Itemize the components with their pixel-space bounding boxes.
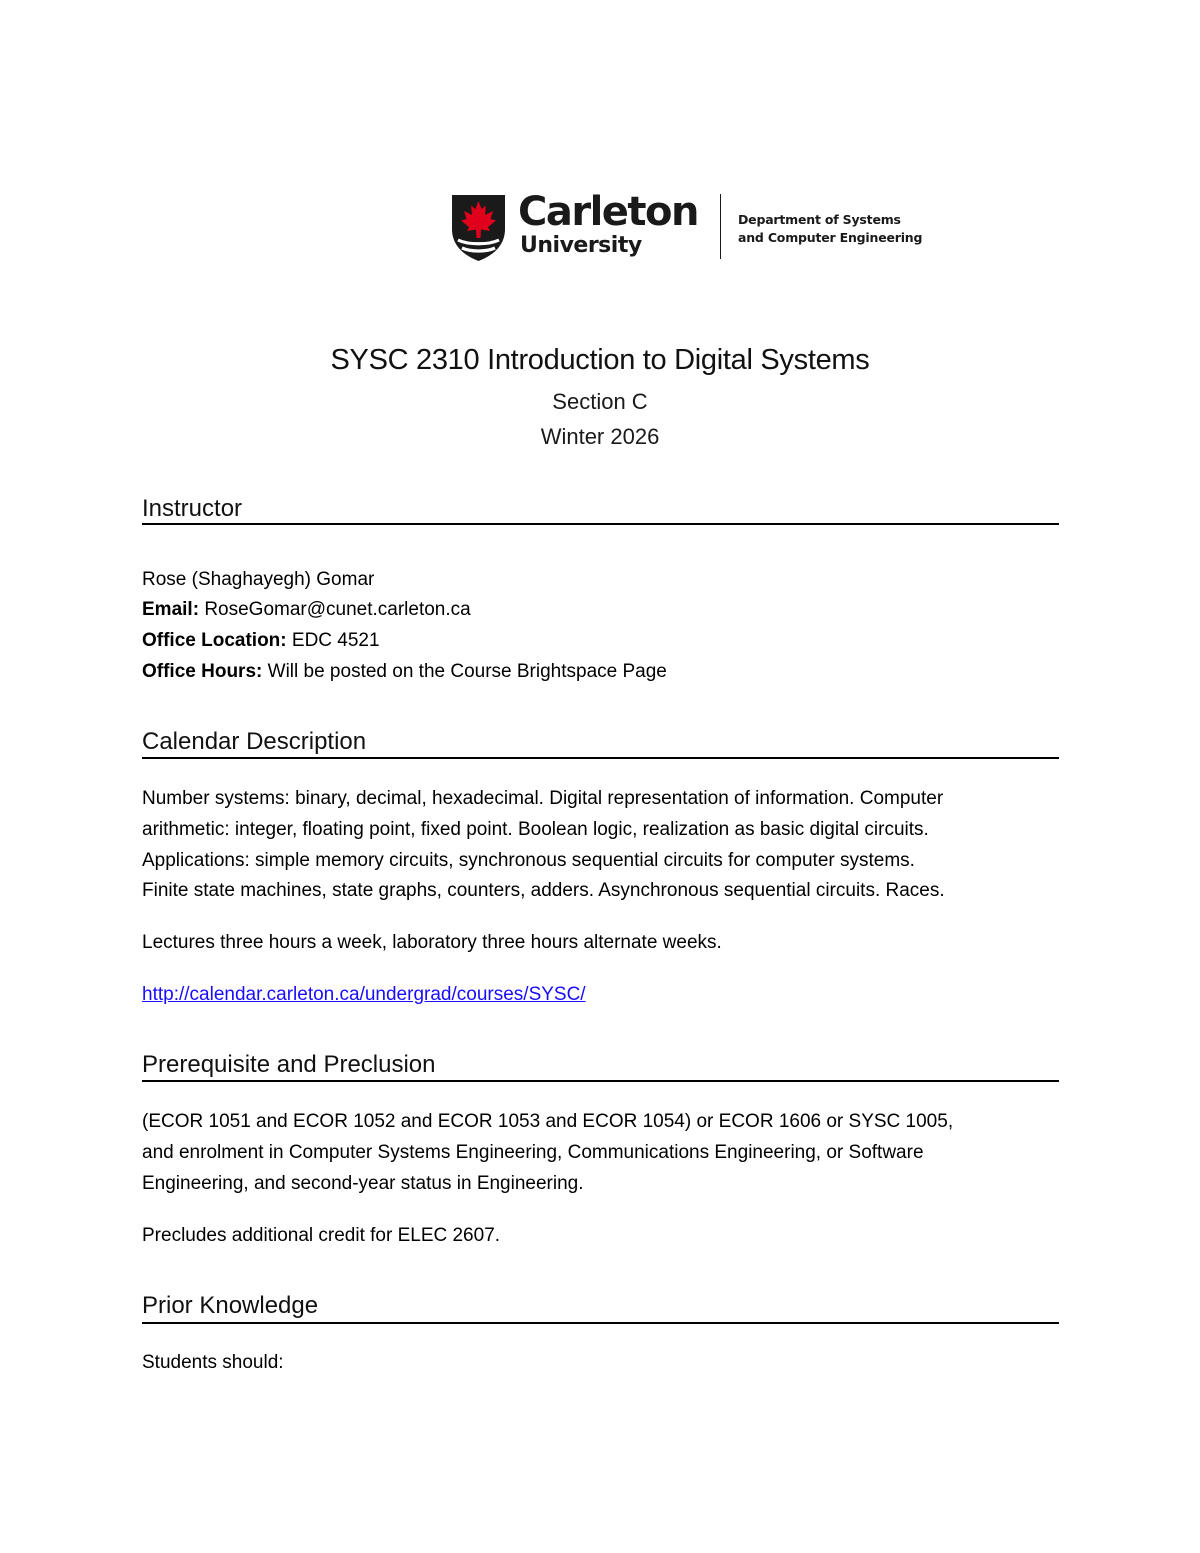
course-title: SYSC 2310 Introduction to Digital Systems [330, 344, 870, 376]
calendar-description-line: Applications: simple memory circuits, synchronous sequential circuits for computer systems. [142, 850, 915, 871]
logo-divider [720, 194, 721, 259]
prior-knowledge-intro: Students should: [142, 1352, 284, 1373]
instructor-heading: Instructor [142, 495, 243, 522]
section-divider [142, 1322, 1059, 1324]
prerequisite-line: Engineering, and second-year status in Engineering. [142, 1173, 584, 1194]
prior-knowledge-heading: Prior Knowledge [142, 1292, 319, 1319]
office-location: EDC 4521 [291, 630, 380, 651]
calendar-description-line: arithmetic: integer, floating point, fixed point. Boolean logic, realization as basic digital circuits. [142, 819, 929, 840]
office-hours-label: Office Hours: [142, 661, 263, 682]
university-wordmark-university: University [520, 233, 642, 258]
preclusion-note: Precludes additional credit for ELEC 2607. [142, 1225, 501, 1246]
calendar-description-line: Finite state machines, state graphs, counters, adders. Asynchronous sequential circuits. Races. [142, 880, 945, 901]
instructor-email-row [142, 598, 1059, 622]
university-wordmark-carleton: Carleton [518, 189, 698, 235]
office-hours-row [142, 660, 1059, 684]
office-hours: Will be posted on the Course Brightspace Page [267, 661, 667, 682]
department-line-2: and Computer Engineering [738, 230, 923, 245]
email-label: Email: [142, 599, 200, 620]
course-section: Section C [552, 389, 648, 414]
instructor-email[interactable]: RoseGomar@cunet.carleton.ca [204, 599, 471, 620]
prerequisite-line: and enrolment in Computer Systems Engineering, Communications Engineering, or Software [142, 1142, 924, 1163]
department-line-1: Department of Systems [738, 212, 901, 227]
section-divider [142, 757, 1059, 759]
calendar-link[interactable]: http://calendar.carleton.ca/undergrad/courses/SYSC/ [142, 984, 586, 1005]
instructor-name: Rose (Shaghayegh) Gomar [142, 569, 375, 590]
section-divider [142, 523, 1059, 525]
calendar-description-line: Number systems: binary, decimal, hexadecimal. Digital representation of information. Computer [142, 788, 944, 809]
calendar-description-heading: Calendar Description [142, 728, 367, 755]
section-divider [142, 1080, 1059, 1082]
lectures-note: Lectures three hours a week, laboratory three hours alternate weeks. [142, 932, 722, 953]
university-logo [450, 190, 930, 270]
course-term: Winter 2026 [540, 424, 660, 449]
carleton-shield-icon [450, 193, 507, 263]
office-location-label: Office Location: [142, 630, 287, 651]
department-name [738, 211, 922, 247]
calendar-link-row [142, 983, 1059, 1007]
office-location-row [142, 629, 1059, 653]
prerequisite-heading: Prerequisite and Preclusion [142, 1051, 436, 1078]
prerequisite-line: (ECOR 1051 and ECOR 1052 and ECOR 1053 and ECOR 1054) or ECOR 1606 or SYSC 1005, [142, 1111, 954, 1132]
